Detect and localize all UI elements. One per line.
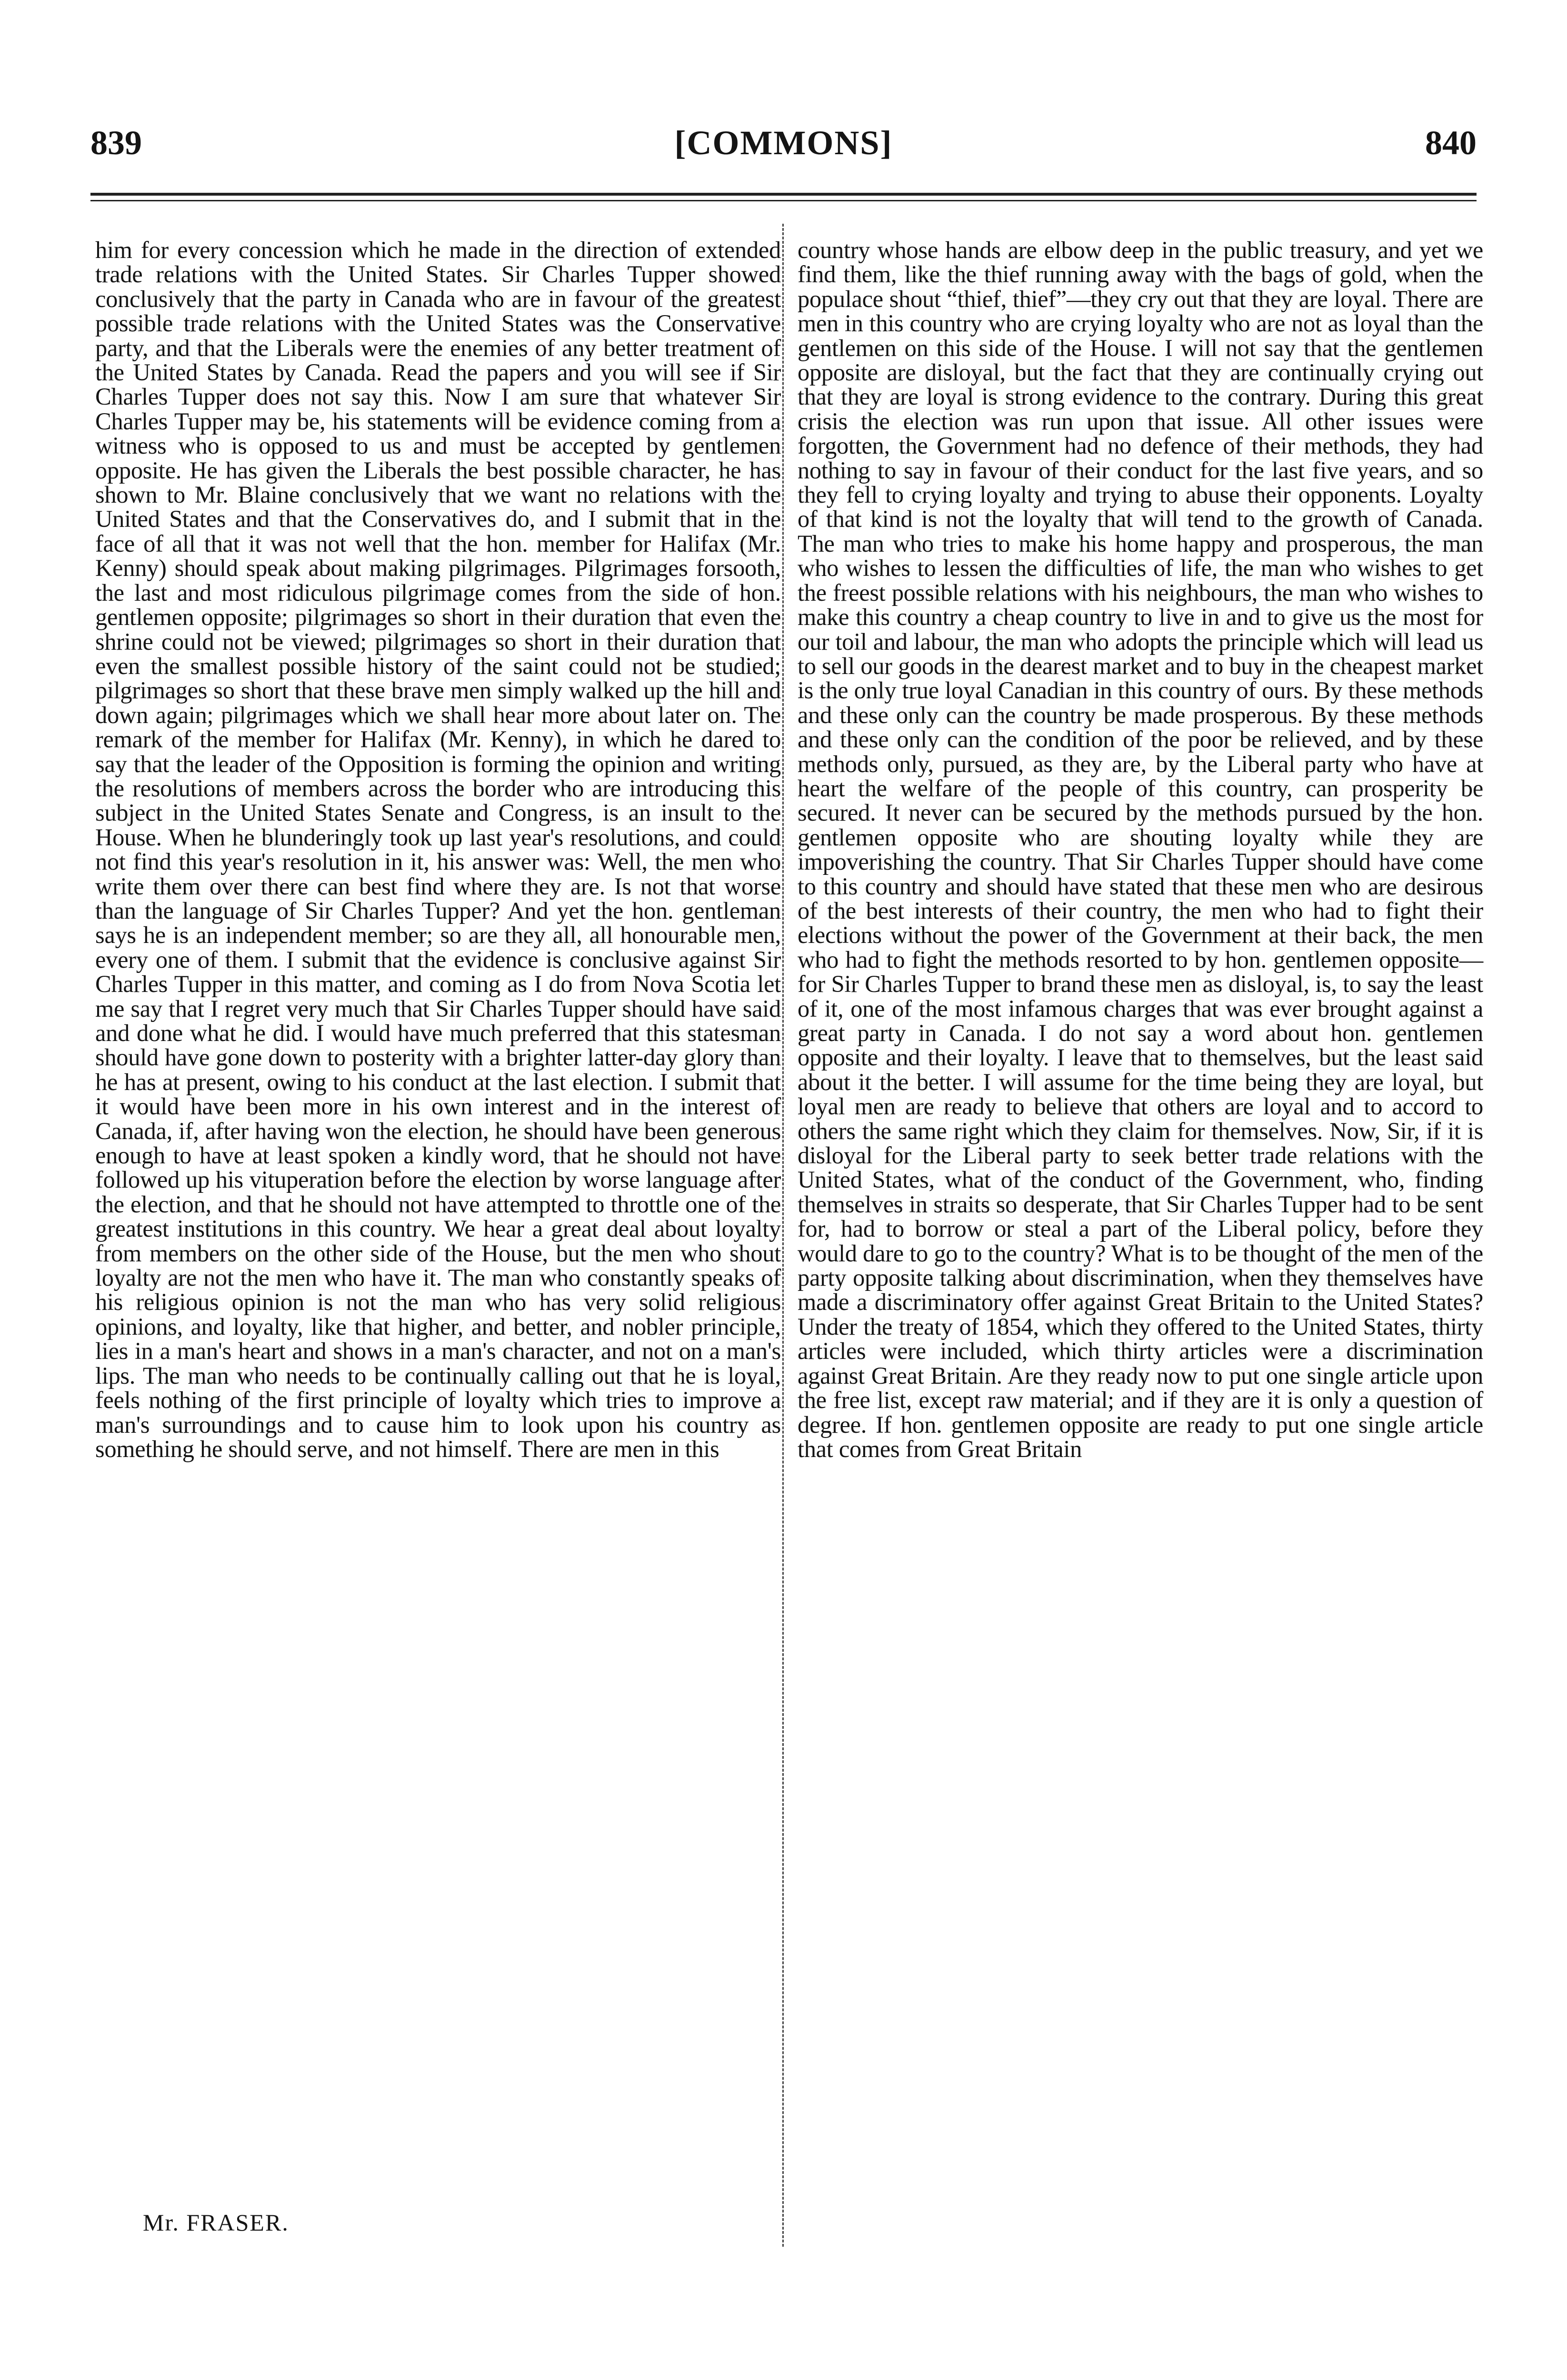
text-column-right: country whose hands are elbow deep in the public treasury, and yet we find them, like the thief running away with the bags of gold, when the populace shout “thief, thief”—they cry out that they are loyal. There are men in this country who are crying loyalty who are not as loyal than the gentlemen on this side of the House. I will not say that the gentlemen opposite are disloyal, but the fact that they are continually crying out that they are loyal is strong evidence to the contrary. During this great crisis the election was run upon that issue. All other issues were forgotten, the Government had no defence of their methods, they had nothing to say in favour of their conduct for the last five years, and so they fell to crying loyalty and trying to abuse their opponents. Loyalty of that kind is not the loyalty that will tend to the growth of Canada. The man who tries to make his home happy and prosperous, the man who wishes to lessen the difficulties of life, the man who wishes to get the freest possible relations with his neighbours, the man who wishes to make this country a cheap country to live in and to give us the most for our toil and labour, the man who adopts the principle which will lead us to sell our goods in the dearest market and to buy in the cheapest market is the only true loyal Canadian in this country of ours. By these methods and these only can the country be made prosperous. By these methods and these only can the condition of the poor be relieved, and by these methods only, pursued, as they are, by the Liberal party who have at heart the welfare of the people of this country, can prosperity be secured. It never can be secured by the methods pursued by the hon. gentlemen opposite who are shouting loyalty while they are impoverishing the country. That Sir Charles Tupper should have come to this country and should have stated that these men who are desirous of the best interests of their country, the men who had to fight their elections without the power of the Government at their back, the men who had to fight the methods resorted to by hon. gentlemen opposite—for Sir Charles Tupper to brand these men as disloyal, is, to say the least of it, one of the most infamous charges that was ever brought against a great party in Canada. I do not say a word about hon. gentlemen opposite and their loyalty. I leave that to themselves, but the least said about it the better. I will assume for the time being they are loyal, but loyal men are ready to believe that others are loyal and to accord to others the same right which they claim for themselves. Now, Sir, if it is disloyal for the Liberal party to seek better trade relations with the United States, what of the conduct of the Government, who, finding themselves in straits so desperate, that Sir Charles Tupper had to be sent for, had to borrow or steal a part of the Liberal policy, before they would dare to go to the country? What is to be thought of the men of the party opposite talking about discrimination, when they themselves have made a discriminatory offer against Great Britain to the United States? Under the treaty of 1854, which they offered to the United States, thirty articles were included, which thirty articles were a discrimination against Great Britain. Are they ready now to put one single article upon the free list, except raw material; and if they are it is only a question of degree. If hon. gentlemen opposite are ready to put one single article that comes from Great Britain [798, 237, 1483, 1462]
column-divider [782, 224, 784, 2247]
header-rule-thick [90, 193, 1477, 196]
page-number-left: 839 [90, 124, 142, 162]
speaker-name: Mr. FRASER. [143, 2209, 289, 2236]
text-column-left: him for every concession which he made in the direction of extended trade relations with the United States. Sir Charles Tupper showed conclusively that the party in Canada who are in favour of the greatest possible trade relations with the United States was the Conservative party, and that the Liberals were the enemies of any better treatment of the United States by Canada. Read the papers and you will see if Sir Charles Tupper does not say this. Now I am sure that whatever Sir Charles Tupper may be, his statements will be evidence coming from a witness who is opposed to us and must be accepted by gentlemen opposite. He has given the Liberals the best possible character, he has shown to Mr. Blaine conclusively that we want no relations with the United States and that the Conservatives do, and I submit that in the face of all that it was not well that the hon. member for Halifax (Mr. Kenny) should speak about making pilgrimages. Pilgrimages forsooth, the last and most ridiculous pilgrimage comes from the side of hon. gentlemen opposite; pilgrimages so short in their duration that even the shrine could not be viewed; pilgrimages so short in their duration that even the smallest possible history of the saint could not be studied; pilgrimages so short that these brave men simply walked up the hill and down again; pilgrimages which we shall hear more about later on. The remark of the member for Halifax (Mr. Kenny), in which he dared to say that the leader of the Opposition is forming the opinion and writing the resolutions of members across the border who are introducing this subject in the United States Senate and Congress, is an insult to the House. When he blunderingly took up last year's resolutions, and could not find this year's resolution in it, his answer was: Well, the men who write them over there can best find where they are. Is not that worse than the language of Sir Charles Tupper? And yet the hon. gentleman says he is an independent member; so are they all, all honourable men, every one of them. I submit that the evidence is conclusive against Sir Charles Tupper in this matter, and coming as I do from Nova Scotia let me say that I regret very much that Sir Charles Tupper should have said and done what he did. I would have much preferred that this statesman should have gone down to posterity with a brighter latter-day glory than he has at present, owing to his conduct at the last election. I submit that it would have been more in his own interest and in the interest of Canada, if, after having won the election, he should have been generous enough to have at least spoken a kindly word, that he should not have followed up his vituperation before the election by worse language after the election, and that he should not have attempted to throttle one of the greatest institutions in this country. We hear a great deal about loyalty from members on the other side of the House, but the men who shout loyalty are not the men who have it. The man who constantly speaks of his religious opinion is not the man who has very solid religious opinions, and loyalty, like that higher, and better, and nobler principle, lies in a man's heart and shows in a man's character, and not on a man's lips. The man who needs to be continually calling out that he is loyal, feels nothing of the first principle of loyalty which tries to improve a man's surroundings and to cause him to look upon his country as something he should serve, and not himself. There are men in this [95, 237, 781, 1462]
page-number-right: 840 [1425, 124, 1477, 162]
header-rule-thin [90, 200, 1477, 201]
page-header [81, 114, 1486, 171]
running-title: [COMMONS] [674, 124, 893, 162]
